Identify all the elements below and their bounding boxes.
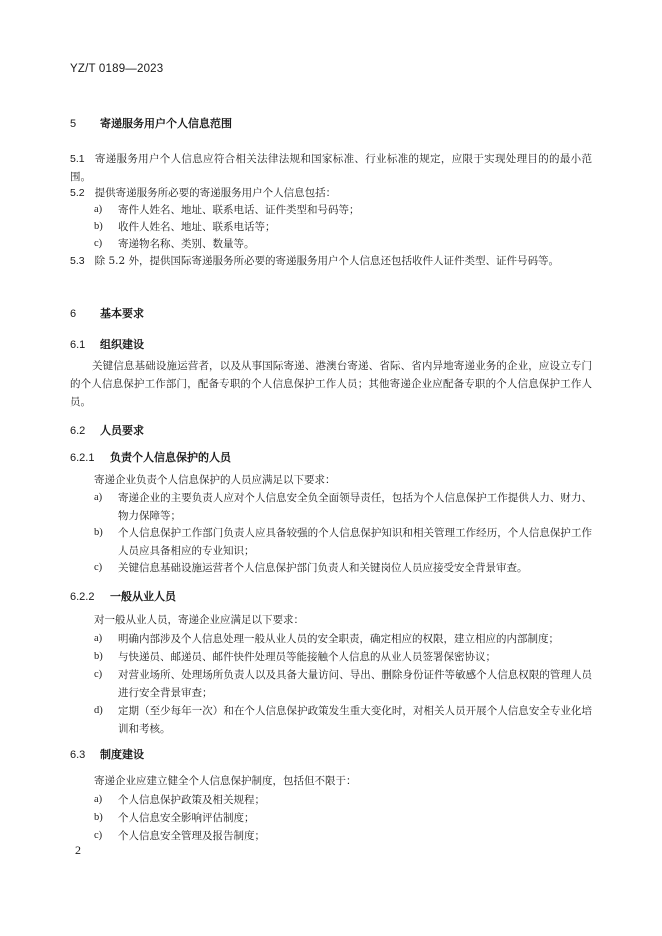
- list-text: 寄件人姓名、地址、联系电话、证件类型和号码等；: [118, 204, 360, 216]
- list-marker: c): [94, 669, 103, 680]
- section-6-1-heading: [70, 336, 144, 352]
- section-number: 6.3: [70, 749, 86, 761]
- list-marker: b): [94, 651, 103, 662]
- clause-5-1: [70, 150, 592, 186]
- section-6-2-2-heading: [70, 588, 176, 604]
- list-marker: c): [94, 562, 103, 573]
- list-item: [94, 791, 592, 809]
- section-6-heading: [70, 305, 144, 321]
- list-text: 寄递物名称、类别、数量等。: [118, 238, 255, 250]
- list-item: [94, 630, 592, 648]
- section-title: 制度建设: [100, 748, 144, 761]
- section-6-3-heading: [70, 746, 144, 762]
- list-marker: d): [94, 705, 103, 716]
- list-item: [94, 524, 592, 560]
- section-number: 6.2: [70, 425, 86, 437]
- section-title: 一般从业人员: [110, 590, 176, 603]
- section-6-2-heading: [70, 422, 144, 438]
- list-item: [94, 827, 592, 845]
- list-text: 个人信息安全影响评估制度；: [118, 812, 255, 824]
- intro-6-2-2: 对一般从业人员，寄递企业应满足以下要求：: [94, 614, 304, 626]
- clause-number: 5.1: [70, 153, 85, 165]
- list-marker: b): [94, 221, 103, 232]
- section-number: 5: [70, 118, 77, 130]
- list-marker: c): [94, 238, 103, 249]
- list-item: [94, 702, 592, 738]
- section-title: 负责个人信息保护的人员: [110, 451, 231, 464]
- list-text: 收件人姓名、地址、联系电话等；: [118, 221, 276, 233]
- list-item: [94, 201, 592, 219]
- intro-6-2-1: 寄递企业负责个人信息保护的人员应满足以下要求：: [94, 474, 336, 486]
- section-number: 6.1: [70, 339, 86, 351]
- list-text: 与快递员、邮递员、邮件快件处理员等能接触个人信息的从业人员签署保密协议；: [118, 651, 496, 663]
- list-marker: a): [94, 633, 103, 644]
- section-title: 组织建设: [100, 338, 144, 351]
- list-text: 个人信息保护政策及相关规程；: [118, 794, 265, 806]
- clause-5-3: [70, 252, 592, 270]
- list-item: [94, 809, 592, 827]
- clause-5-2: [70, 184, 592, 202]
- list-item: [94, 559, 592, 577]
- clause-number: 5.3: [70, 255, 85, 267]
- list-item: [94, 666, 592, 702]
- section-6-2-1-heading: [70, 449, 231, 465]
- list-text: 关键信息基础设施运营者个人信息保护部门负责人和关键岗位人员应接受安全背景审查。: [118, 562, 528, 574]
- list-marker: c): [94, 830, 103, 841]
- list-text: 定期（至少每年一次）和在个人信息保护政策发生重大变化时，对相关人员开展个人信息安全专业化培训和考核。: [118, 705, 592, 735]
- list-text: 寄递企业的主要负责人应对个人信息安全负全面领导责任，包括为个人信息保护工作提供人力、财力、物力保障等；: [118, 492, 592, 522]
- list-marker: b): [94, 527, 103, 538]
- section-title: 基本要求: [100, 307, 144, 320]
- section-number: 6.2.2: [70, 591, 95, 603]
- list-text: 个人信息保护工作部门负责人应具备较强的个人信息保护知识和相关管理工作经历，个人信息保护工作人员应具备相应的专业知识；: [118, 527, 592, 557]
- list-marker: a): [94, 204, 103, 215]
- list-marker: b): [94, 812, 103, 823]
- list-marker: a): [94, 794, 103, 805]
- list-item: [94, 235, 592, 253]
- list-text: 个人信息安全管理及报告制度；: [118, 830, 265, 842]
- section-number: 6.2.1: [70, 452, 95, 464]
- list-item: [94, 218, 592, 236]
- list-text: 对营业场所、处理场所负责人以及具备大量访问、导出、删除身份证件等敏感个人信息权限的管理人员进行安全背景审查；: [118, 669, 592, 699]
- list-text: 明确内部涉及个人信息处理一般从业人员的安全职责，确定相应的权限，建立相应的内部制度；: [118, 633, 559, 645]
- page-number: 2: [75, 843, 81, 857]
- section-title: 人员要求: [100, 424, 144, 437]
- section-number: 6: [70, 308, 77, 320]
- clause-text: 寄递服务用户个人信息应符合相关法律法规和国家标准、行业标准的规定，应限于实现处理目的的最小范围。: [70, 153, 592, 183]
- clause-text: 提供寄递服务所必要的寄递服务用户个人信息包括：: [94, 187, 337, 199]
- document-id-header: YZ/T 0189—2023: [70, 63, 164, 75]
- list-item: [94, 648, 592, 666]
- section-5-heading: [70, 115, 232, 131]
- intro-6-3: 寄递企业应建立健全个人信息保护制度，包括但不限于：: [94, 775, 357, 787]
- clause-number: 5.2: [70, 187, 85, 199]
- section-title: 寄递服务用户个人信息范围: [100, 117, 232, 130]
- paragraph-6-1: 关键信息基础设施运营者，以及从事国际寄递、港澳台寄递、省际、省内异地寄递业务的企业，应设立专门的个人信息保护工作部门，配备专职的个人信息保护工作人员；其他寄递企业应配备专职的个人信息保护工作人员。: [70, 360, 592, 408]
- list-item: [94, 489, 592, 525]
- list-marker: a): [94, 492, 103, 503]
- clause-text: 除 5.2 外，提供国际寄递服务所必要的寄递服务用户个人信息还包括收件人证件类型、证件号码等。: [94, 255, 559, 267]
